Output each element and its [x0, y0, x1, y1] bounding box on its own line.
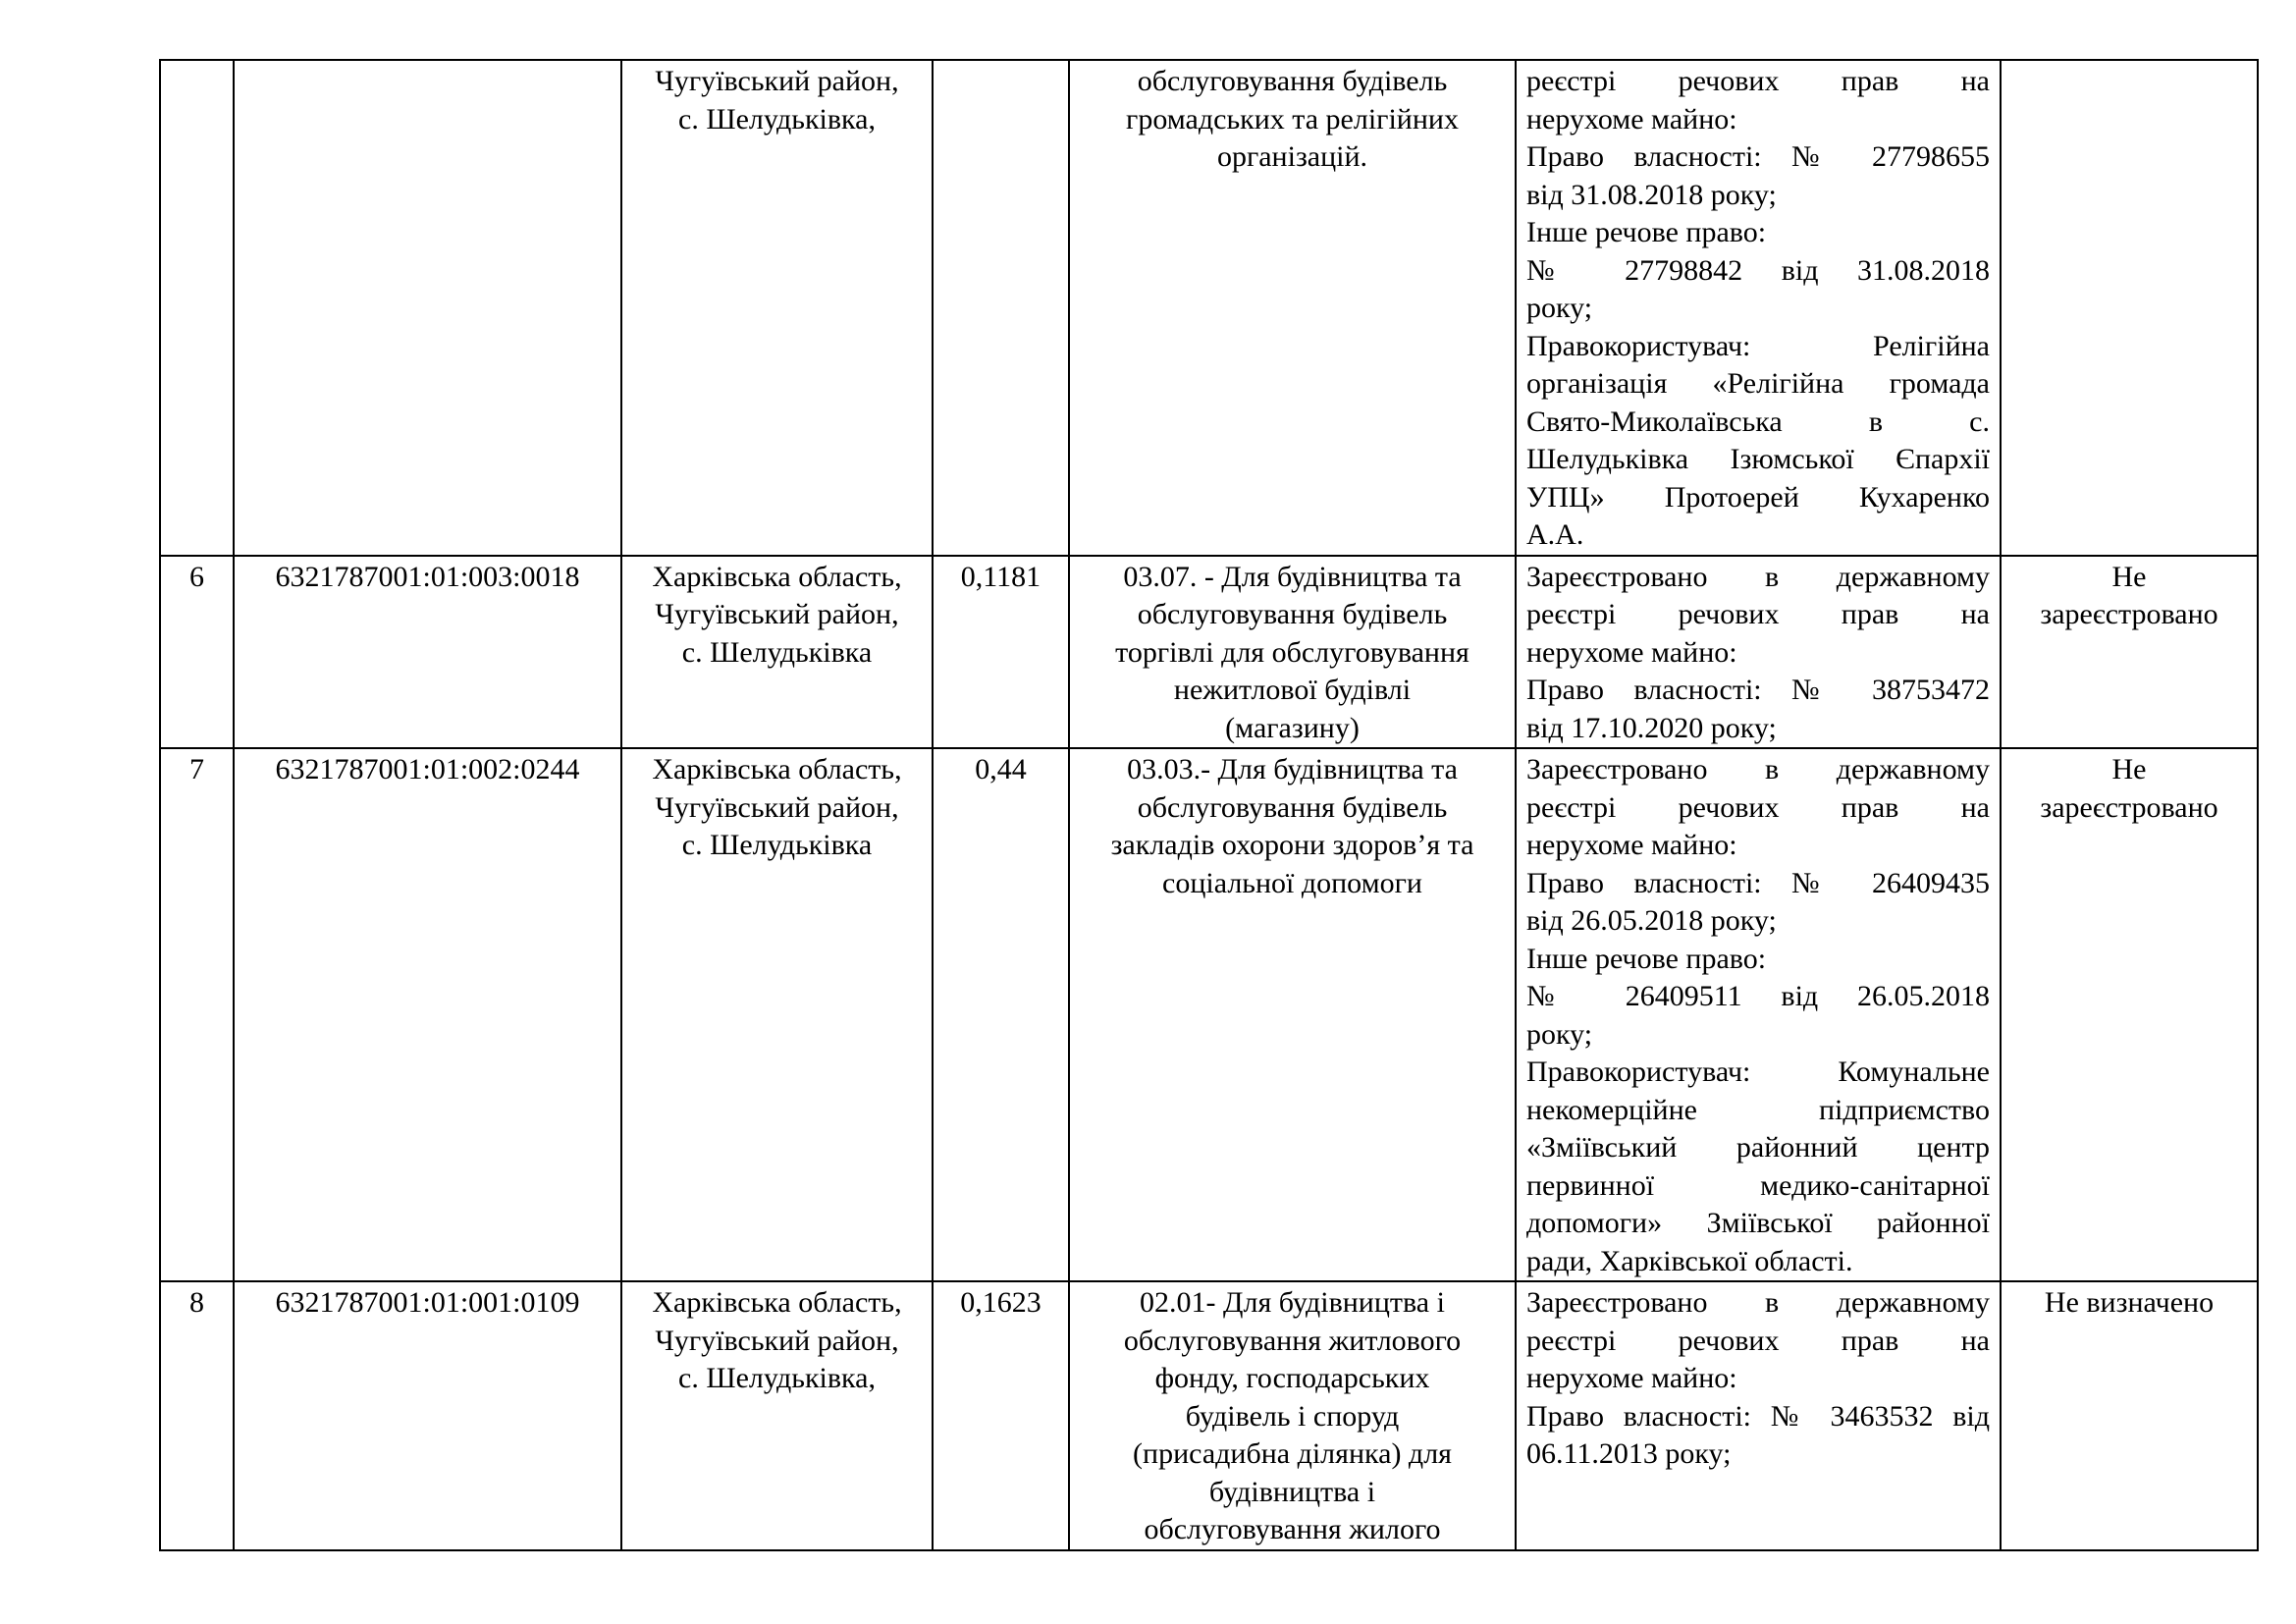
rights-line: року; — [1526, 292, 1593, 324]
address-line: Харківська область, — [652, 753, 902, 785]
registration-status-cell — [2001, 748, 2258, 1281]
purpose-line: обслуговування житлового — [1123, 1324, 1462, 1357]
area-value: 0,1623 — [960, 1286, 1041, 1319]
land-registry-table — [159, 59, 2259, 1551]
table-row — [160, 556, 2258, 749]
row-number: 6 — [189, 560, 204, 593]
table-body — [160, 60, 2258, 1550]
address-line: Харківська область, — [652, 1286, 902, 1319]
address-cell — [621, 556, 933, 749]
purpose-line: 03.07. - Для будівництва та — [1123, 560, 1462, 593]
purpose-line: закладів охорони здоров’я та — [1110, 829, 1474, 861]
address-line: с. Шелудьківка — [681, 829, 873, 861]
registration-status-cell — [2001, 1281, 2258, 1550]
rights-registration-cell — [1516, 60, 2001, 556]
registration-status-cell — [2001, 60, 2258, 556]
rights-line: ради, Харківської області. — [1526, 1244, 1853, 1277]
purpose-line: обслуговування будівель — [1137, 65, 1448, 97]
cadastral-number-cell — [234, 1281, 621, 1550]
address-line: Чугуївський район, — [655, 790, 899, 824]
purpose-line: нежитлової будівлі — [1173, 674, 1412, 706]
rights-line: 06.11.2013 року; — [1526, 1437, 1732, 1470]
rights-line: Право власності: № 27798655 — [1526, 140, 1990, 173]
cadastral-number: 6321787001:01:001:0109 — [275, 1286, 580, 1319]
row-number-cell — [160, 748, 234, 1281]
cadastral-number-cell — [234, 60, 621, 556]
area-cell — [933, 60, 1069, 556]
status-line: зареєстровано — [2040, 790, 2218, 824]
registration-status-cell — [2001, 556, 2258, 749]
purpose-line: (присадибна ділянка) для — [1133, 1437, 1452, 1470]
purpose-line: соціальної допомоги — [1162, 866, 1422, 899]
status-line: Не визначено — [2044, 1286, 2215, 1319]
rights-line: нерухоме майно: — [1526, 1362, 1737, 1394]
purpose-cell — [1069, 556, 1516, 749]
rights-line: від 17.10.2020 року; — [1526, 711, 1777, 744]
address-line: Чугуївський район, — [655, 65, 899, 97]
rights-line: первинної медико-санітарної — [1526, 1168, 1990, 1202]
status-line: Не — [2111, 560, 2147, 593]
address-line: Чугуївський район, — [655, 1324, 899, 1357]
purpose-line: фонду, господарських — [1154, 1362, 1430, 1394]
rights-line: Свято-Миколаївська в с. — [1526, 405, 1990, 438]
purpose-line: організацій. — [1216, 140, 1368, 173]
rights-line: Зареєстровано в державному — [1526, 753, 1990, 785]
table-row — [160, 1281, 2258, 1550]
purpose-line: торгівлі для обслуговування — [1115, 635, 1469, 669]
rights-line: Правокористувач: Комунальне — [1526, 1056, 1990, 1088]
rights-line: Правокористувач: Релігійна — [1526, 329, 1990, 362]
area-value: 0,44 — [975, 753, 1027, 785]
rights-line: організація «Релігійна громада — [1526, 367, 1990, 400]
purpose-line: обслуговування будівель — [1137, 598, 1448, 630]
rights-line: допомоги» Зміївської районної — [1526, 1207, 1990, 1239]
rights-line: реєстрі речових прав на — [1526, 790, 1990, 824]
rights-line: Шелудьківка Ізюмської Єпархії — [1526, 443, 1990, 475]
purpose-line: обслуговування жилого — [1144, 1513, 1441, 1545]
purpose-line: обслуговування будівель — [1137, 790, 1448, 824]
cadastral-number: 6321787001:01:003:0018 — [275, 560, 580, 593]
rights-line: Право власності: № 38753472 — [1526, 674, 1990, 706]
rights-registration-cell — [1516, 748, 2001, 1281]
address-cell — [621, 1281, 933, 1550]
rights-line: А.А. — [1526, 518, 1584, 551]
row-number-cell — [160, 1281, 234, 1550]
rights-line: Інше речове право: — [1526, 216, 1767, 248]
rights-line: року; — [1526, 1017, 1593, 1051]
table-row — [160, 60, 2258, 556]
rights-line: Право власності: № 26409435 — [1526, 866, 1990, 899]
purpose-cell — [1069, 1281, 1516, 1550]
rights-line: реєстрі речових прав на — [1526, 598, 1990, 630]
address-line: с. Шелудьківка — [681, 635, 873, 669]
table-row — [160, 748, 2258, 1281]
cadastral-number-cell — [234, 748, 621, 1281]
rights-line: реєстрі речових прав на — [1526, 1324, 1990, 1357]
purpose-cell — [1069, 748, 1516, 1281]
rights-line: Право власності: № 3463532 від — [1526, 1399, 1990, 1433]
address-line: с. Шелудьківка, — [678, 102, 876, 135]
address-line: Чугуївський район, — [655, 598, 899, 630]
status-line: Не — [2111, 753, 2147, 785]
rights-line: нерухоме майно: — [1526, 829, 1737, 861]
purpose-line: 02.01- Для будівництва і — [1140, 1286, 1445, 1319]
area-cell — [933, 1281, 1069, 1550]
rights-line: УПЦ» Протоерей Кухаренко — [1526, 480, 1990, 514]
rights-line: Зареєстровано в державному — [1526, 1286, 1990, 1319]
address-cell — [621, 60, 933, 556]
rights-line: від 31.08.2018 року; — [1526, 178, 1777, 211]
area-value: 0,1181 — [960, 560, 1041, 593]
purpose-line: будівництва і — [1208, 1475, 1376, 1508]
rights-line: від 26.05.2018 року; — [1526, 904, 1777, 937]
purpose-line: (магазину) — [1225, 711, 1360, 744]
rights-line: некомерційне підприємство — [1526, 1093, 1990, 1126]
purpose-line: громадських та релігійних — [1126, 102, 1459, 135]
cadastral-number-cell — [234, 556, 621, 749]
purpose-cell — [1069, 60, 1516, 556]
address-line: Харківська область, — [652, 560, 902, 593]
rights-line: № 26409511 від 26.05.2018 — [1526, 980, 1990, 1012]
purpose-line: 03.03.- Для будівництва та — [1127, 753, 1458, 785]
rights-line: Інше речове право: — [1526, 942, 1767, 975]
rights-registration-cell — [1516, 1281, 2001, 1550]
area-cell — [933, 556, 1069, 749]
status-line: зареєстровано — [2040, 598, 2218, 630]
row-number-cell — [160, 556, 234, 749]
rights-registration-cell — [1516, 556, 2001, 749]
rights-line: № 27798842 від 31.08.2018 — [1526, 253, 1990, 287]
row-number-cell — [160, 60, 234, 556]
rights-line: реєстрі речових прав на — [1526, 65, 1990, 97]
cadastral-number: 6321787001:01:002:0244 — [275, 753, 580, 785]
address-line: с. Шелудьківка, — [678, 1362, 876, 1394]
rights-line: нерухоме майно: — [1526, 635, 1737, 669]
row-number: 7 — [189, 753, 204, 785]
row-number: 8 — [189, 1286, 204, 1319]
rights-line: нерухоме майно: — [1526, 102, 1737, 135]
area-cell — [933, 748, 1069, 1281]
purpose-line: будівель і споруд — [1185, 1399, 1400, 1433]
address-cell — [621, 748, 933, 1281]
rights-line: «Зміївський районний центр — [1526, 1131, 1990, 1164]
rights-line: Зареєстровано в державному — [1526, 560, 1990, 593]
